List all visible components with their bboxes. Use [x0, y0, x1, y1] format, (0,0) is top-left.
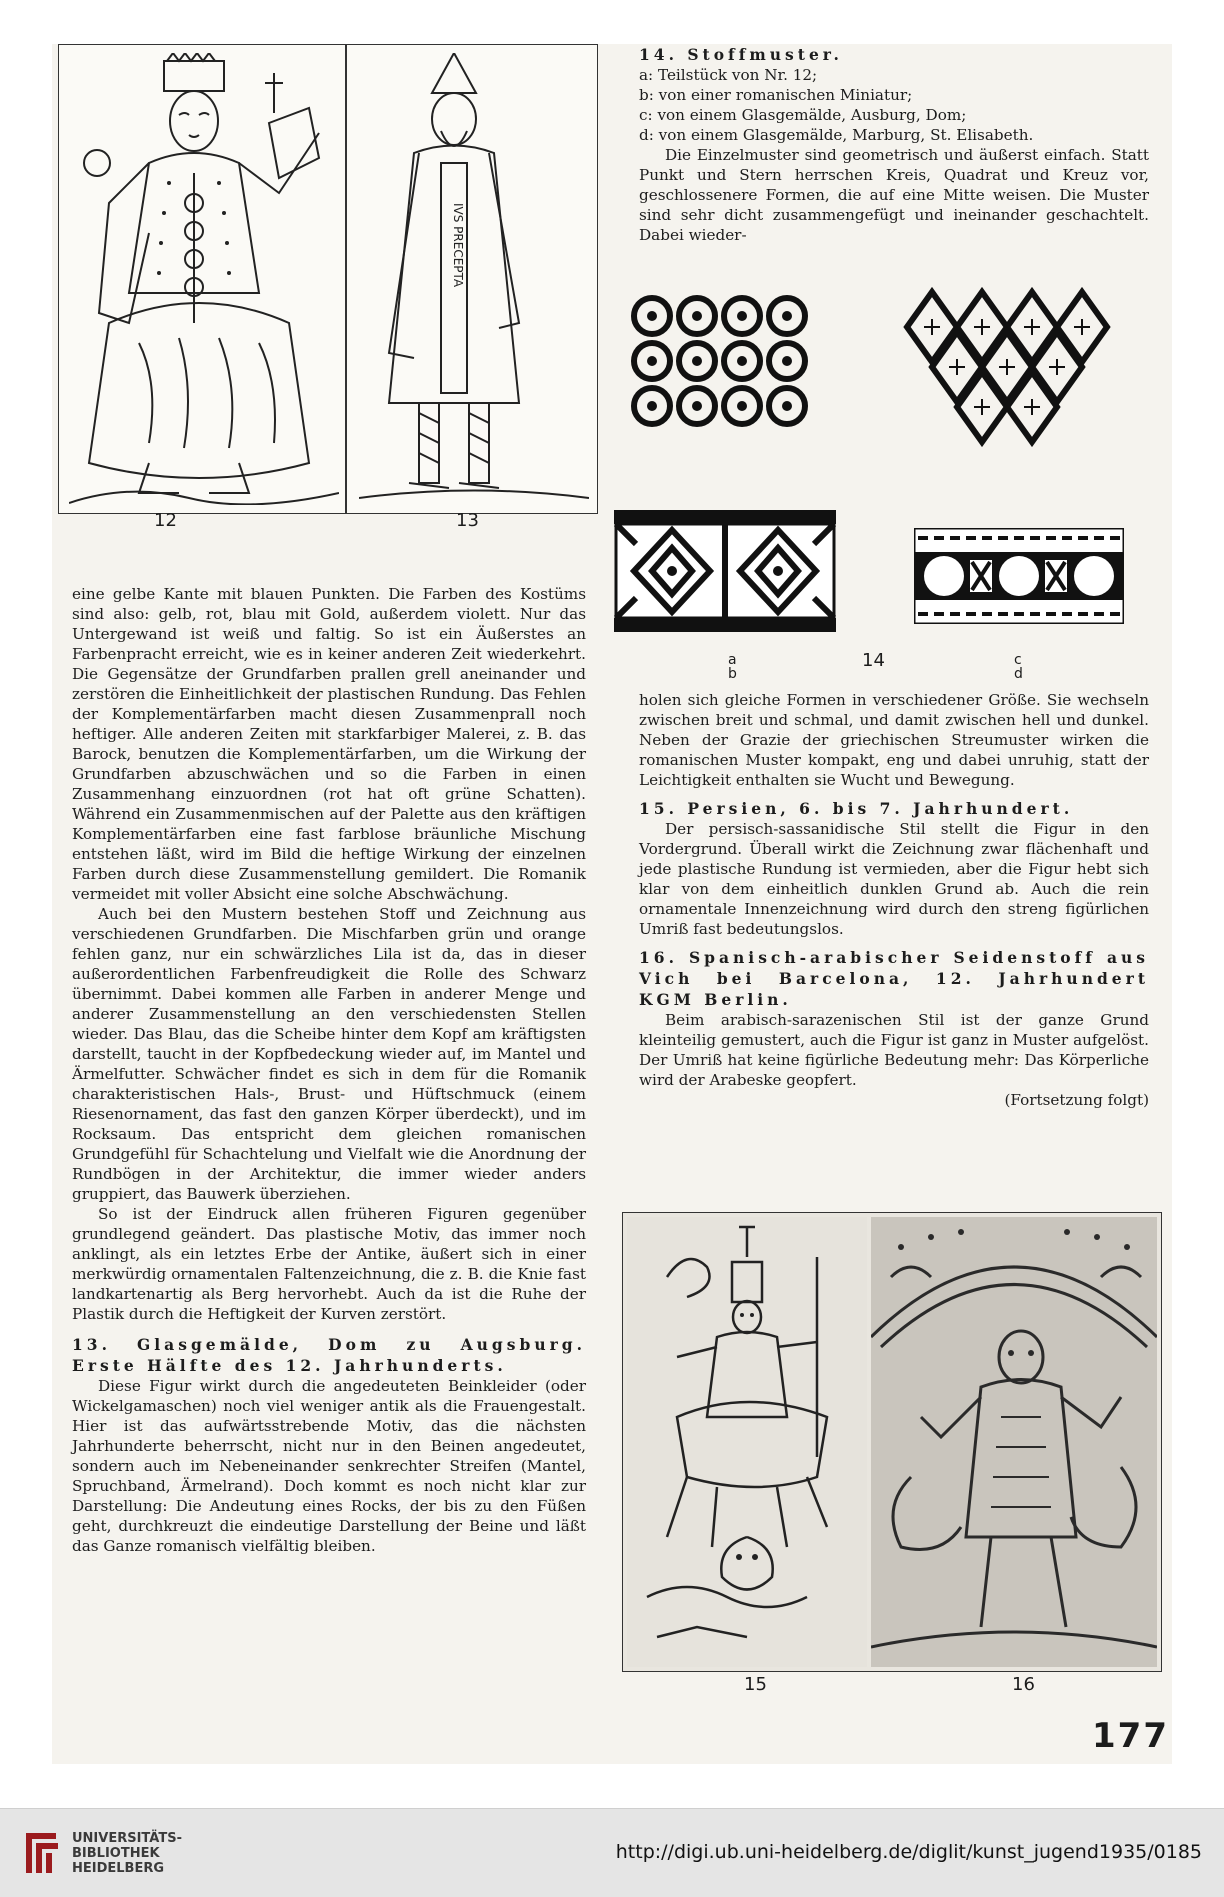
figure-13-inscription: IVS PRECEPTA — [451, 203, 465, 288]
section-13-paragraph: Diese Figur wirkt durch die angedeuteten Beinkleider (oder Wickelgamaschen) noch viel weniger antik als die Frauengestalt. Hier ist das aufwärtsstrebende Motiv, das die nächsten Jahrhunderte beherrscht, nicht nur in den Beinen angedeutet, sondern auch im Nebeneinander senkrechter Streifen (Mantel, Spruchband, Ärmelrand). Doch kommt es noch nicht klar zur Darstellung: Die Andeutung eines Rocks, der bis zu den Füßen geht, durchkreuzt die eindeutige Darstellung der Beine und läßt das Ganze romanisch vielfältig bleiben. — [72, 1377, 586, 1555]
figure-14-pattern-d-band — [914, 528, 1124, 624]
figure-14-label-a: a — [728, 652, 737, 668]
left-paragraph-3: So ist der Eindruck allen früheren Figuren gegenüber grundlegend geändert. Das plastische Motiv, das immer noch anklingt, als ein letztes Erbe der Antike, äußert sich in einer merkwürdig ornamentalen Faltenzeichnung, die z. B. die Knie fast landkartenartig als Berg hervorhebt. Auch da ist die Ruhe der Plastik durch die Heftigkeit der Kurven zerstört. — [72, 1205, 586, 1323]
university-logo-text — [72, 1831, 182, 1876]
section-14-paragraph-2: holen sich gleiche Formen in verschiedener Größe. Sie wechseln zwischen breit und schmal, und damit zwischen hell und dunkel. Neben der Grazie der griechischen Streumuster wirken die romanischen Muster kompakt, eng und dabei unruhig, statt der Leichtigkeit enthalten sie Wucht und Bewegung. — [639, 691, 1149, 789]
right-column-text — [639, 690, 1149, 1110]
section-16-paragraph: Beim arabisch-sarazenischen Stil ist der ganze Grund kleinteilig gemustert, auch die Figur ist ganz in Muster aufgelöst. Der Umriß hat keine figürliche Bedeutung mehr: Das Körperliche wird der Arabeske geopfert. — [639, 1011, 1149, 1089]
section-13-heading: 13. Glasgemälde, Dom zu Augsburg. Erste Hälfte des 12. Jahrhunderts. — [72, 1335, 586, 1375]
scanned-page — [52, 44, 1172, 1764]
figure-12-13-frame — [58, 44, 598, 514]
figure-13-bishop-drawing — [359, 53, 589, 505]
section-14-text — [639, 44, 1149, 245]
left-paragraph-2: Auch bei den Mustern bestehen Stoff und Zeichnung aus verschiedenen Grundfarben. Die Mischfarben grün und orange fehlen ganz, nur ein schwärzliches Lila ist da, das in dieser außerordentlichen Farbenfreudigkeit die Rolle des Schwarz übernimmt. Dabei kommen alle Farben in anderer Menge und anderer Zusammenstellung an den verschiedensten Stellen wieder. Das Blau, das die Scheibe hinter dem Kopf am kräftigsten darstellt, taucht in der Kopfbedeckung wieder auf, im Mantel und Ärmelfutter. Schwächer findet es sich in dem für die Romanik charakteristischen Hals-, Brust- und Hüftschmuck (einem Riesenornament, das fast den ganzen Körper überdeckt), und im Rocksaum. Das entspricht dem gleichen romanischen Grundgefühl für Schachtelung und Vielfalt wie die Anordnung der Rundbögen in der Architektur, die immer wieder anders gruppiert, das Bauwerk überziehen. — [72, 905, 586, 1203]
figure-14-label-b: b — [728, 666, 737, 682]
source-url-link[interactable]: http://digi.ub.uni-heidelberg.de/diglit/kunst_jugend1935/0185 — [615, 1841, 1202, 1863]
section-15-paragraph: Der persisch-sassanidische Stil stellt die Figur in den Vordergrund. Überall wirkt die Zeichnung zwar flächenhaft und jede plastische Rundung ist vermieden, aber die Figur hebt sich klar von dem einheitlich dunklen Grund ab. Auch die rein ornamentale Innenzeichnung wird durch den streng figürlichen Umriß fast bedeutungslos. — [639, 820, 1149, 938]
figure-16-arabic-silk — [871, 1217, 1157, 1667]
figure-14-pattern-c-lattice — [614, 510, 836, 632]
page-number: 177 — [1092, 1716, 1169, 1756]
logo-line-1: UNIVERSITÄTS- — [72, 1831, 182, 1846]
figure-14-pattern-b-diamonds — [902, 282, 1112, 452]
section-14-item-c: c: von einem Glasgemälde, Ausburg, Dom; — [639, 106, 967, 124]
section-16-heading: 16. Spanisch-arabischer Seidenstoff aus Vich bei Barcelona, 12. Jahrhundert KGM Berlin. — [639, 948, 1149, 1009]
university-logo-icon — [22, 1829, 66, 1877]
section-14-item-d: d: von einem Glasgemälde, Marburg, St. Elisabeth. — [639, 126, 1034, 144]
continued-note: (Fortsetzung folgt) — [1004, 1091, 1149, 1109]
figure-15-caption: 15 — [744, 1674, 767, 1695]
section-14-item-a: a: Teilstück von Nr. 12; — [639, 66, 818, 84]
figure-15-persian-rider — [627, 1217, 867, 1667]
figure-14-label-c: c — [1014, 652, 1022, 668]
left-paragraph-1: eine gelbe Kante mit blauen Punkten. Die Farben des Kostüms sind also: gelb, rot, blau mit Gold, außerdem violett. Nur das Untergewand ist weiß und faltig. So ist ein Äußerstes an Farbenpracht erreicht, wie es in keiner anderen Zeit wiederkehrt. Die Gegensätze der Grundfarben prallen grell aneinander und zerstören die Einheitlichkeit der plastischen Rundung. Das Fehlen der Komplementärfarben macht diesen Zusammenprall noch heftiger. Alle anderen Zeiten mit starkfarbiger Malerei, z. B. das Barock, benutzen die Komplementärfarben, um die Wirkung der Grundfarben abzuschwächen und so die Farben in einen Zusammenhang einzuordnen (rot hat oft grüne Schatten). Während ein Zusammenmischen auf der Palette aus den kräftigen Komplementärfarben eine fast farblose bräunliche Mischung entstehen läßt, wird im Bild die heftige Wirkung der einzelnen Farben durch diese Zusammenstellung gemildert. Die Romanik vermeidet mit voller Absicht eine solche Abschwächung. — [72, 585, 586, 903]
section-15-heading: 15. Persien, 6. bis 7. Jahrhundert. — [639, 799, 1074, 818]
left-column-text — [72, 584, 586, 1556]
section-14-paragraph-1: Die Einzelmuster sind geometrisch und äußerst einfach. Statt Punkt und Stern herrschen Kreis, Quadrat und Kreuz vor, geschlossenere Formen, die auf eine Mitte weisen. Die Muster sind sehr dicht zusammengefügt und ineinander geschachtelt. Dabei wieder- — [639, 146, 1149, 244]
figure-14-label-d: d — [1014, 666, 1023, 682]
figure-16-caption: 16 — [1012, 1674, 1035, 1695]
figure-14-pattern-a-circles — [622, 286, 822, 436]
section-14-item-b: b: von einer romanischen Miniatur; — [639, 86, 913, 104]
figure-14-caption: 14 — [862, 650, 885, 671]
figure-13-caption: 13 — [456, 510, 479, 531]
section-14-heading: 14. Stoffmuster. — [639, 45, 843, 64]
logo-line-2: BIBLIOTHEK — [72, 1846, 160, 1861]
figure-15-16-frame — [622, 1212, 1162, 1672]
figure-12-caption: 12 — [154, 510, 177, 531]
logo-line-3: HEIDELBERG — [72, 1861, 165, 1876]
footer-bar — [0, 1808, 1224, 1897]
figure-12-empress-drawing — [69, 53, 339, 505]
